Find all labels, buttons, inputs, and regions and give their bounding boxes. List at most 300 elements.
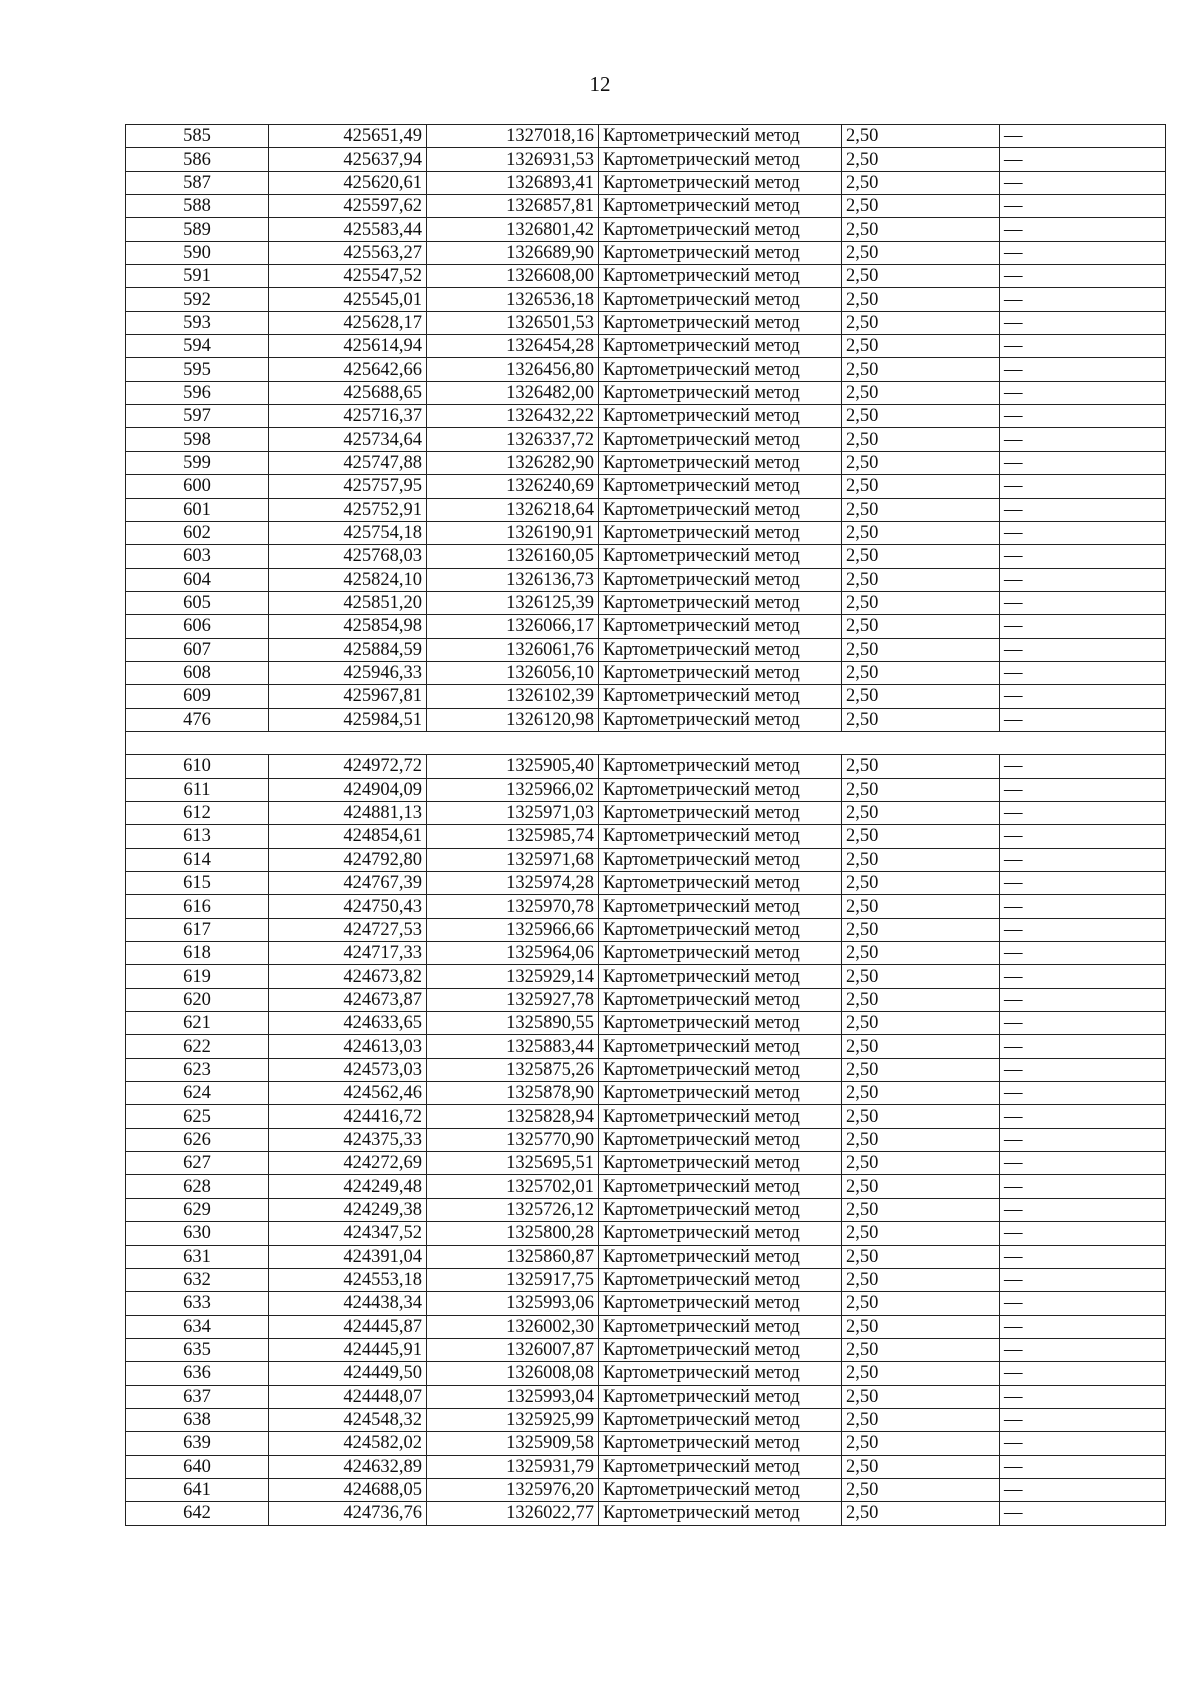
- table-row: [126, 801, 1166, 824]
- x-coordinate-cell: 424904,09: [269, 778, 427, 801]
- note-cell: —: [1000, 988, 1166, 1011]
- y-coordinate-cell: 1326482,00: [427, 381, 599, 404]
- table-row: [126, 335, 1166, 358]
- note-cell: —: [1000, 545, 1166, 568]
- table-row: [126, 661, 1166, 684]
- y-coordinate-cell: 1325800,28: [427, 1222, 599, 1245]
- note-cell: —: [1000, 1502, 1166, 1525]
- x-coordinate-cell: 425747,88: [269, 451, 427, 474]
- accuracy-cell: 2,50: [842, 755, 1000, 778]
- point-number-cell: 628: [126, 1175, 269, 1198]
- table-row: [126, 1408, 1166, 1431]
- accuracy-cell: 2,50: [842, 125, 1000, 148]
- accuracy-cell: 2,50: [842, 1152, 1000, 1175]
- note-cell: —: [1000, 1035, 1166, 1058]
- note-cell: —: [1000, 241, 1166, 264]
- x-coordinate-cell: 424375,33: [269, 1128, 427, 1151]
- point-number-cell: 618: [126, 942, 269, 965]
- point-number-cell: 591: [126, 265, 269, 288]
- y-coordinate-cell: 1326102,39: [427, 685, 599, 708]
- point-number-cell: 620: [126, 988, 269, 1011]
- accuracy-cell: 2,50: [842, 685, 1000, 708]
- y-coordinate-cell: 1325909,58: [427, 1432, 599, 1455]
- y-coordinate-cell: 1325878,90: [427, 1082, 599, 1105]
- accuracy-cell: 2,50: [842, 475, 1000, 498]
- point-number-cell: 642: [126, 1502, 269, 1525]
- method-cell: Картометрический метод: [599, 1245, 842, 1268]
- accuracy-cell: 2,50: [842, 825, 1000, 848]
- y-coordinate-cell: 1325890,55: [427, 1012, 599, 1035]
- point-number-cell: 601: [126, 498, 269, 521]
- y-coordinate-cell: 1326931,53: [427, 148, 599, 171]
- point-number-cell: 630: [126, 1222, 269, 1245]
- table-row: [126, 755, 1166, 778]
- y-coordinate-cell: 1326893,41: [427, 171, 599, 194]
- point-number-cell: 598: [126, 428, 269, 451]
- x-coordinate-cell: 425642,66: [269, 358, 427, 381]
- note-cell: —: [1000, 335, 1166, 358]
- y-coordinate-cell: 1325905,40: [427, 755, 599, 778]
- x-coordinate-cell: 425884,59: [269, 638, 427, 661]
- accuracy-cell: 2,50: [842, 895, 1000, 918]
- y-coordinate-cell: 1326240,69: [427, 475, 599, 498]
- point-number-cell: 595: [126, 358, 269, 381]
- table-row: [126, 988, 1166, 1011]
- x-coordinate-cell: 425854,98: [269, 615, 427, 638]
- table-row: [126, 1478, 1166, 1501]
- point-number-cell: 627: [126, 1152, 269, 1175]
- x-coordinate-cell: 425563,27: [269, 241, 427, 264]
- y-coordinate-cell: 1325925,99: [427, 1408, 599, 1431]
- y-coordinate-cell: 1326536,18: [427, 288, 599, 311]
- table-row: [126, 475, 1166, 498]
- table-row: [126, 288, 1166, 311]
- x-coordinate-cell: 424688,05: [269, 1478, 427, 1501]
- method-cell: Картометрический метод: [599, 125, 842, 148]
- x-coordinate-cell: 425768,03: [269, 545, 427, 568]
- point-number-cell: 640: [126, 1455, 269, 1478]
- method-cell: Картометрический метод: [599, 218, 842, 241]
- point-number-cell: 608: [126, 661, 269, 684]
- method-cell: Картометрический метод: [599, 475, 842, 498]
- method-cell: Картометрический метод: [599, 872, 842, 895]
- point-number-cell: 607: [126, 638, 269, 661]
- accuracy-cell: 2,50: [842, 1082, 1000, 1105]
- accuracy-cell: 2,50: [842, 335, 1000, 358]
- x-coordinate-cell: 424391,04: [269, 1245, 427, 1268]
- y-coordinate-cell: 1325971,68: [427, 848, 599, 871]
- point-number-cell: 604: [126, 568, 269, 591]
- method-cell: Картометрический метод: [599, 755, 842, 778]
- point-number-cell: 594: [126, 335, 269, 358]
- method-cell: Картометрический метод: [599, 615, 842, 638]
- y-coordinate-cell: 1325993,06: [427, 1292, 599, 1315]
- note-cell: —: [1000, 1222, 1166, 1245]
- note-cell: —: [1000, 918, 1166, 941]
- x-coordinate-cell: 424445,91: [269, 1338, 427, 1361]
- point-number-cell: 626: [126, 1128, 269, 1151]
- y-coordinate-cell: 1326066,17: [427, 615, 599, 638]
- accuracy-cell: 2,50: [842, 1338, 1000, 1361]
- accuracy-cell: 2,50: [842, 288, 1000, 311]
- method-cell: Картометрический метод: [599, 1128, 842, 1151]
- point-number-cell: 629: [126, 1198, 269, 1221]
- accuracy-cell: 2,50: [842, 1455, 1000, 1478]
- x-coordinate-cell: 425545,01: [269, 288, 427, 311]
- point-number-cell: 641: [126, 1478, 269, 1501]
- point-number-cell: 633: [126, 1292, 269, 1315]
- y-coordinate-cell: 1326689,90: [427, 241, 599, 264]
- method-cell: Картометрический метод: [599, 1268, 842, 1291]
- y-coordinate-cell: 1325702,01: [427, 1175, 599, 1198]
- accuracy-cell: 2,50: [842, 521, 1000, 544]
- y-coordinate-cell: 1325971,03: [427, 801, 599, 824]
- table-row: [126, 1245, 1166, 1268]
- table-row: [126, 918, 1166, 941]
- table-row: [126, 1222, 1166, 1245]
- method-cell: Картометрический метод: [599, 358, 842, 381]
- method-cell: Картометрический метод: [599, 1012, 842, 1035]
- y-coordinate-cell: 1326190,91: [427, 521, 599, 544]
- point-number-cell: 623: [126, 1058, 269, 1081]
- accuracy-cell: 2,50: [842, 381, 1000, 404]
- accuracy-cell: 2,50: [842, 218, 1000, 241]
- note-cell: —: [1000, 1478, 1166, 1501]
- accuracy-cell: 2,50: [842, 848, 1000, 871]
- table-row: [126, 381, 1166, 404]
- y-coordinate-cell: 1326218,64: [427, 498, 599, 521]
- point-number-cell: 585: [126, 125, 269, 148]
- x-coordinate-cell: 424347,52: [269, 1222, 427, 1245]
- y-coordinate-cell: 1325974,28: [427, 872, 599, 895]
- note-cell: —: [1000, 708, 1166, 731]
- x-coordinate-cell: 425614,94: [269, 335, 427, 358]
- note-cell: —: [1000, 942, 1166, 965]
- y-coordinate-cell: 1326608,00: [427, 265, 599, 288]
- method-cell: Картометрический метод: [599, 895, 842, 918]
- note-cell: —: [1000, 1245, 1166, 1268]
- y-coordinate-cell: 1325970,78: [427, 895, 599, 918]
- note-cell: —: [1000, 591, 1166, 614]
- table-row: [126, 1198, 1166, 1221]
- method-cell: Картометрический метод: [599, 825, 842, 848]
- table-row: [126, 942, 1166, 965]
- point-number-cell: 616: [126, 895, 269, 918]
- y-coordinate-cell: 1325860,87: [427, 1245, 599, 1268]
- accuracy-cell: 2,50: [842, 1362, 1000, 1385]
- point-number-cell: 615: [126, 872, 269, 895]
- x-coordinate-cell: 424416,72: [269, 1105, 427, 1128]
- method-cell: Картометрический метод: [599, 1152, 842, 1175]
- table-row: [126, 545, 1166, 568]
- table-row: [126, 1502, 1166, 1525]
- note-cell: —: [1000, 1128, 1166, 1151]
- table-row: [126, 1338, 1166, 1361]
- y-coordinate-cell: 1325976,20: [427, 1478, 599, 1501]
- y-coordinate-cell: 1326432,22: [427, 405, 599, 428]
- accuracy-cell: 2,50: [842, 545, 1000, 568]
- note-cell: —: [1000, 311, 1166, 334]
- point-number-cell: 610: [126, 755, 269, 778]
- method-cell: Картометрический метод: [599, 1292, 842, 1315]
- method-cell: Картометрический метод: [599, 1362, 842, 1385]
- accuracy-cell: 2,50: [842, 1012, 1000, 1035]
- method-cell: Картометрический метод: [599, 1058, 842, 1081]
- point-number-cell: 621: [126, 1012, 269, 1035]
- point-number-cell: 602: [126, 521, 269, 544]
- method-cell: Картометрический метод: [599, 1315, 842, 1338]
- table-row: [126, 778, 1166, 801]
- note-cell: —: [1000, 381, 1166, 404]
- accuracy-cell: 2,50: [842, 1222, 1000, 1245]
- table-row: [126, 405, 1166, 428]
- note-cell: —: [1000, 801, 1166, 824]
- y-coordinate-cell: 1326120,98: [427, 708, 599, 731]
- method-cell: Картометрический метод: [599, 942, 842, 965]
- point-number-cell: 622: [126, 1035, 269, 1058]
- note-cell: —: [1000, 895, 1166, 918]
- x-coordinate-cell: 425851,20: [269, 591, 427, 614]
- table-row: [126, 1455, 1166, 1478]
- accuracy-cell: 2,50: [842, 1268, 1000, 1291]
- note-cell: —: [1000, 568, 1166, 591]
- y-coordinate-cell: 1325985,74: [427, 825, 599, 848]
- table-row: [126, 568, 1166, 591]
- x-coordinate-cell: 425967,81: [269, 685, 427, 708]
- table-row: [126, 825, 1166, 848]
- point-number-cell: 600: [126, 475, 269, 498]
- accuracy-cell: 2,50: [842, 615, 1000, 638]
- x-coordinate-cell: 425716,37: [269, 405, 427, 428]
- note-cell: —: [1000, 848, 1166, 871]
- x-coordinate-cell: 424445,87: [269, 1315, 427, 1338]
- accuracy-cell: 2,50: [842, 872, 1000, 895]
- method-cell: Картометрический метод: [599, 148, 842, 171]
- y-coordinate-cell: 1325883,44: [427, 1035, 599, 1058]
- method-cell: Картометрический метод: [599, 428, 842, 451]
- method-cell: Картометрический метод: [599, 1408, 842, 1431]
- method-cell: Картометрический метод: [599, 521, 842, 544]
- note-cell: —: [1000, 1198, 1166, 1221]
- method-cell: Картометрический метод: [599, 801, 842, 824]
- accuracy-cell: 2,50: [842, 1408, 1000, 1431]
- y-coordinate-cell: 1326160,05: [427, 545, 599, 568]
- point-number-cell: 614: [126, 848, 269, 871]
- y-coordinate-cell: 1325929,14: [427, 965, 599, 988]
- note-cell: —: [1000, 661, 1166, 684]
- x-coordinate-cell: 425651,49: [269, 125, 427, 148]
- accuracy-cell: 2,50: [842, 311, 1000, 334]
- method-cell: Картометрический метод: [599, 498, 842, 521]
- x-coordinate-cell: 425628,17: [269, 311, 427, 334]
- point-number-cell: 606: [126, 615, 269, 638]
- note-cell: —: [1000, 1338, 1166, 1361]
- accuracy-cell: 2,50: [842, 1128, 1000, 1151]
- method-cell: Картометрический метод: [599, 1035, 842, 1058]
- note-cell: —: [1000, 615, 1166, 638]
- accuracy-cell: 2,50: [842, 988, 1000, 1011]
- point-number-cell: 592: [126, 288, 269, 311]
- note-cell: —: [1000, 218, 1166, 241]
- method-cell: Картометрический метод: [599, 1478, 842, 1501]
- table-row: [126, 195, 1166, 218]
- method-cell: Картометрический метод: [599, 638, 842, 661]
- x-coordinate-cell: 424673,87: [269, 988, 427, 1011]
- table-row: [126, 218, 1166, 241]
- note-cell: —: [1000, 265, 1166, 288]
- accuracy-cell: 2,50: [842, 1175, 1000, 1198]
- point-number-cell: 619: [126, 965, 269, 988]
- table-row: [126, 1082, 1166, 1105]
- method-cell: Картометрический метод: [599, 311, 842, 334]
- y-coordinate-cell: 1325966,02: [427, 778, 599, 801]
- point-number-cell: 586: [126, 148, 269, 171]
- method-cell: Картометрический метод: [599, 988, 842, 1011]
- table-row: [126, 311, 1166, 334]
- x-coordinate-cell: 425757,95: [269, 475, 427, 498]
- accuracy-cell: 2,50: [842, 1502, 1000, 1525]
- note-cell: —: [1000, 1058, 1166, 1081]
- note-cell: —: [1000, 1455, 1166, 1478]
- note-cell: —: [1000, 1362, 1166, 1385]
- note-cell: —: [1000, 1082, 1166, 1105]
- note-cell: —: [1000, 638, 1166, 661]
- x-coordinate-cell: 424717,33: [269, 942, 427, 965]
- accuracy-cell: 2,50: [842, 171, 1000, 194]
- accuracy-cell: 2,50: [842, 1292, 1000, 1315]
- point-number-cell: 624: [126, 1082, 269, 1105]
- y-coordinate-cell: 1326002,30: [427, 1315, 599, 1338]
- table-row: [126, 1432, 1166, 1455]
- accuracy-cell: 2,50: [842, 451, 1000, 474]
- note-cell: —: [1000, 1292, 1166, 1315]
- point-number-cell: 597: [126, 405, 269, 428]
- method-cell: Картометрический метод: [599, 1502, 842, 1525]
- x-coordinate-cell: 424548,32: [269, 1408, 427, 1431]
- point-number-cell: 603: [126, 545, 269, 568]
- y-coordinate-cell: 1325695,51: [427, 1152, 599, 1175]
- x-coordinate-cell: 425688,65: [269, 381, 427, 404]
- table-row: [126, 1175, 1166, 1198]
- note-cell: —: [1000, 405, 1166, 428]
- x-coordinate-cell: 425637,94: [269, 148, 427, 171]
- point-number-cell: 611: [126, 778, 269, 801]
- note-cell: —: [1000, 521, 1166, 544]
- x-coordinate-cell: 424727,53: [269, 918, 427, 941]
- accuracy-cell: 2,50: [842, 1198, 1000, 1221]
- point-number-cell: 588: [126, 195, 269, 218]
- point-number-cell: 587: [126, 171, 269, 194]
- table-row: [126, 1035, 1166, 1058]
- x-coordinate-cell: 424448,07: [269, 1385, 427, 1408]
- method-cell: Картометрический метод: [599, 1338, 842, 1361]
- y-coordinate-cell: 1325931,79: [427, 1455, 599, 1478]
- y-coordinate-cell: 1326008,08: [427, 1362, 599, 1385]
- method-cell: Картометрический метод: [599, 381, 842, 404]
- y-coordinate-cell: 1326801,42: [427, 218, 599, 241]
- note-cell: —: [1000, 195, 1166, 218]
- method-cell: Картометрический метод: [599, 405, 842, 428]
- table-row: [126, 1152, 1166, 1175]
- x-coordinate-cell: 424249,38: [269, 1198, 427, 1221]
- accuracy-cell: 2,50: [842, 195, 1000, 218]
- point-number-cell: 617: [126, 918, 269, 941]
- method-cell: Картометрический метод: [599, 335, 842, 358]
- note-cell: —: [1000, 1385, 1166, 1408]
- point-number-cell: 605: [126, 591, 269, 614]
- accuracy-cell: 2,50: [842, 1058, 1000, 1081]
- method-cell: Картометрический метод: [599, 778, 842, 801]
- table-row: [126, 848, 1166, 871]
- accuracy-cell: 2,50: [842, 1035, 1000, 1058]
- y-coordinate-cell: 1326337,72: [427, 428, 599, 451]
- accuracy-cell: 2,50: [842, 708, 1000, 731]
- method-cell: Картометрический метод: [599, 685, 842, 708]
- accuracy-cell: 2,50: [842, 942, 1000, 965]
- accuracy-cell: 2,50: [842, 661, 1000, 684]
- method-cell: Картометрический метод: [599, 451, 842, 474]
- y-coordinate-cell: 1326022,77: [427, 1502, 599, 1525]
- method-cell: Картометрический метод: [599, 171, 842, 194]
- x-coordinate-cell: 424736,76: [269, 1502, 427, 1525]
- table-row: [126, 1315, 1166, 1338]
- accuracy-cell: 2,50: [842, 265, 1000, 288]
- y-coordinate-cell: 1326056,10: [427, 661, 599, 684]
- table-row: [126, 638, 1166, 661]
- method-cell: Картометрический метод: [599, 1082, 842, 1105]
- accuracy-cell: 2,50: [842, 1105, 1000, 1128]
- y-coordinate-cell: 1326007,87: [427, 1338, 599, 1361]
- table-row: [126, 358, 1166, 381]
- point-number-cell: 613: [126, 825, 269, 848]
- note-cell: —: [1000, 1175, 1166, 1198]
- y-coordinate-cell: 1325770,90: [427, 1128, 599, 1151]
- method-cell: Картометрический метод: [599, 918, 842, 941]
- point-number-cell: 631: [126, 1245, 269, 1268]
- note-cell: —: [1000, 288, 1166, 311]
- x-coordinate-cell: 425946,33: [269, 661, 427, 684]
- note-cell: —: [1000, 125, 1166, 148]
- x-coordinate-cell: 425752,91: [269, 498, 427, 521]
- x-coordinate-cell: 424792,80: [269, 848, 427, 871]
- note-cell: —: [1000, 685, 1166, 708]
- table-row: [126, 1105, 1166, 1128]
- y-coordinate-cell: 1325917,75: [427, 1268, 599, 1291]
- point-number-cell: 589: [126, 218, 269, 241]
- x-coordinate-cell: 425734,64: [269, 428, 427, 451]
- accuracy-cell: 2,50: [842, 1432, 1000, 1455]
- note-cell: —: [1000, 358, 1166, 381]
- y-coordinate-cell: 1326454,28: [427, 335, 599, 358]
- accuracy-cell: 2,50: [842, 568, 1000, 591]
- method-cell: Картометрический метод: [599, 545, 842, 568]
- x-coordinate-cell: 424673,82: [269, 965, 427, 988]
- point-number-cell: 599: [126, 451, 269, 474]
- x-coordinate-cell: 424553,18: [269, 1268, 427, 1291]
- x-coordinate-cell: 425620,61: [269, 171, 427, 194]
- y-coordinate-cell: 1325726,12: [427, 1198, 599, 1221]
- note-cell: —: [1000, 1315, 1166, 1338]
- note-cell: —: [1000, 825, 1166, 848]
- table-row: [126, 1362, 1166, 1385]
- accuracy-cell: 2,50: [842, 965, 1000, 988]
- accuracy-cell: 2,50: [842, 428, 1000, 451]
- y-coordinate-cell: 1326456,80: [427, 358, 599, 381]
- point-number-cell: 635: [126, 1338, 269, 1361]
- section-separator-row: [126, 731, 1166, 754]
- table-row: [126, 148, 1166, 171]
- x-coordinate-cell: 424633,65: [269, 1012, 427, 1035]
